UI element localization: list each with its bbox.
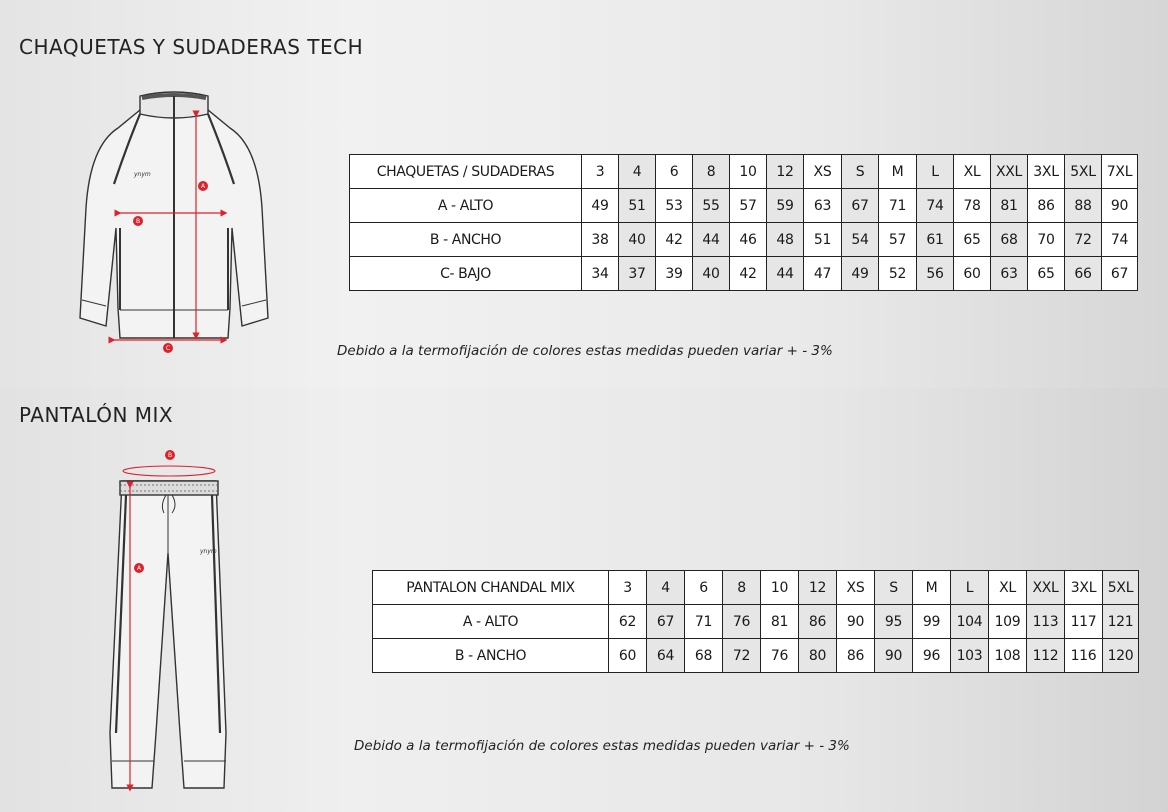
size-header-cell: 4	[647, 571, 685, 605]
size-header-cell: S	[875, 571, 913, 605]
table-row	[350, 223, 1138, 257]
table-cell: 113	[1027, 605, 1065, 639]
table-cell: 74	[1102, 223, 1138, 257]
table-row	[373, 605, 1139, 639]
table-row	[350, 257, 1138, 291]
jackets-section	[0, 0, 1168, 388]
table-cell: 90	[837, 605, 875, 639]
row-label: A - ALTO	[373, 605, 609, 639]
size-header-cell: 5XL	[1065, 155, 1102, 189]
row-label: C- BAJO	[350, 257, 582, 291]
pants-note: Debido a la termofijación de colores estas medidas pueden variar + - 3%	[354, 738, 850, 754]
table-cell: 47	[804, 257, 842, 291]
table-header-label: CHAQUETAS / SUDADERAS	[350, 155, 582, 189]
table-cell: 95	[875, 605, 913, 639]
table-cell: 103	[951, 639, 989, 673]
table-cell: 112	[1027, 639, 1065, 673]
table-cell: 38	[582, 223, 619, 257]
table-row	[350, 189, 1138, 223]
pants-table-body	[373, 571, 1139, 673]
pants-marker-a-label: A	[136, 565, 142, 572]
table-cell: 53	[656, 189, 693, 223]
table-cell: 96	[913, 639, 951, 673]
table-header-label: PANTALON CHANDAL MIX	[373, 571, 609, 605]
table-cell: 72	[1065, 223, 1102, 257]
pants-marker-b-label: B	[167, 452, 173, 459]
table-cell: 74	[917, 189, 954, 223]
table-cell: 67	[1102, 257, 1138, 291]
table-cell: 71	[685, 605, 723, 639]
table-cell: 39	[656, 257, 693, 291]
table-cell: 81	[991, 189, 1028, 223]
table-cell: 90	[875, 639, 913, 673]
size-header-cell: 12	[767, 155, 804, 189]
table-cell: 56	[917, 257, 954, 291]
table-cell: 86	[1028, 189, 1065, 223]
table-cell: 46	[730, 223, 767, 257]
marker-b-label: B	[135, 218, 141, 225]
table-cell: 70	[1028, 223, 1065, 257]
size-header-cell: XL	[989, 571, 1027, 605]
table-cell: 52	[879, 257, 917, 291]
jacket-illustration	[78, 88, 278, 363]
table-header-row	[350, 155, 1138, 189]
jackets-size-table	[349, 154, 1138, 291]
table-cell: 86	[799, 605, 837, 639]
size-header-cell: 7XL	[1102, 155, 1138, 189]
table-cell: 48	[767, 223, 804, 257]
table-cell: 42	[730, 257, 767, 291]
size-header-cell: 8	[693, 155, 730, 189]
size-header-cell: 3XL	[1065, 571, 1103, 605]
table-cell: 60	[954, 257, 991, 291]
table-cell: 60	[609, 639, 647, 673]
table-cell: 40	[619, 223, 656, 257]
table-cell: 68	[991, 223, 1028, 257]
table-cell: 81	[761, 605, 799, 639]
table-cell: 44	[693, 223, 730, 257]
marker-a-label: A	[200, 183, 206, 190]
table-cell: 121	[1103, 605, 1139, 639]
size-header-cell: 3	[582, 155, 619, 189]
pants-illustration	[100, 443, 240, 793]
table-cell: 72	[723, 639, 761, 673]
table-cell: 51	[804, 223, 842, 257]
size-header-cell: 6	[685, 571, 723, 605]
table-cell: 67	[647, 605, 685, 639]
jackets-note: Debido a la termofijación de colores estas medidas pueden variar + - 3%	[337, 343, 833, 359]
size-header-cell: 3XL	[1028, 155, 1065, 189]
size-header-cell: L	[951, 571, 989, 605]
size-header-cell: 6	[656, 155, 693, 189]
table-cell: 86	[837, 639, 875, 673]
marker-c-label: C	[165, 345, 171, 352]
table-cell: 49	[842, 257, 879, 291]
jackets-table-body	[350, 155, 1138, 291]
size-header-cell: 8	[723, 571, 761, 605]
row-label: A - ALTO	[350, 189, 582, 223]
table-cell: 104	[951, 605, 989, 639]
table-cell: 120	[1103, 639, 1139, 673]
jackets-section-title: CHAQUETAS Y SUDADERAS TECH	[19, 35, 364, 59]
pants-section-title: PANTALÓN MIX	[19, 403, 174, 427]
size-header-cell: 10	[730, 155, 767, 189]
table-cell: 64	[647, 639, 685, 673]
table-cell: 99	[913, 605, 951, 639]
table-cell: 76	[723, 605, 761, 639]
size-header-cell: M	[913, 571, 951, 605]
table-cell: 80	[799, 639, 837, 673]
table-cell: 88	[1065, 189, 1102, 223]
size-header-cell: 5XL	[1103, 571, 1139, 605]
pants-section	[0, 388, 1168, 812]
table-cell: 116	[1065, 639, 1103, 673]
table-row	[373, 639, 1139, 673]
table-header-row	[373, 571, 1139, 605]
row-label: B - ANCHO	[373, 639, 609, 673]
table-cell: 66	[1065, 257, 1102, 291]
table-cell: 55	[693, 189, 730, 223]
table-cell: 67	[842, 189, 879, 223]
table-cell: 63	[991, 257, 1028, 291]
table-cell: 108	[989, 639, 1027, 673]
size-header-cell: XL	[954, 155, 991, 189]
table-cell: 40	[693, 257, 730, 291]
size-header-cell: 3	[609, 571, 647, 605]
jacket-logo: ynym	[134, 171, 151, 178]
table-cell: 90	[1102, 189, 1138, 223]
table-cell: 57	[879, 223, 917, 257]
row-label: B - ANCHO	[350, 223, 582, 257]
table-cell: 78	[954, 189, 991, 223]
size-header-cell: L	[917, 155, 954, 189]
size-header-cell: 10	[761, 571, 799, 605]
table-cell: 51	[619, 189, 656, 223]
table-cell: 65	[1028, 257, 1065, 291]
table-cell: 62	[609, 605, 647, 639]
table-cell: 71	[879, 189, 917, 223]
table-cell: 65	[954, 223, 991, 257]
table-cell: 61	[917, 223, 954, 257]
table-cell: 63	[804, 189, 842, 223]
table-cell: 37	[619, 257, 656, 291]
table-cell: 68	[685, 639, 723, 673]
table-cell: 117	[1065, 605, 1103, 639]
size-header-cell: 4	[619, 155, 656, 189]
size-header-cell: XS	[837, 571, 875, 605]
table-cell: 59	[767, 189, 804, 223]
table-cell: 57	[730, 189, 767, 223]
size-header-cell: XXL	[991, 155, 1028, 189]
table-cell: 54	[842, 223, 879, 257]
size-header-cell: M	[879, 155, 917, 189]
size-header-cell: XS	[804, 155, 842, 189]
table-cell: 34	[582, 257, 619, 291]
table-cell: 44	[767, 257, 804, 291]
size-header-cell: S	[842, 155, 879, 189]
size-header-cell: 12	[799, 571, 837, 605]
size-header-cell: XXL	[1027, 571, 1065, 605]
table-cell: 76	[761, 639, 799, 673]
pants-size-table	[372, 570, 1139, 673]
table-cell: 109	[989, 605, 1027, 639]
pants-logo: ynym	[200, 548, 217, 555]
table-cell: 42	[656, 223, 693, 257]
table-cell: 49	[582, 189, 619, 223]
